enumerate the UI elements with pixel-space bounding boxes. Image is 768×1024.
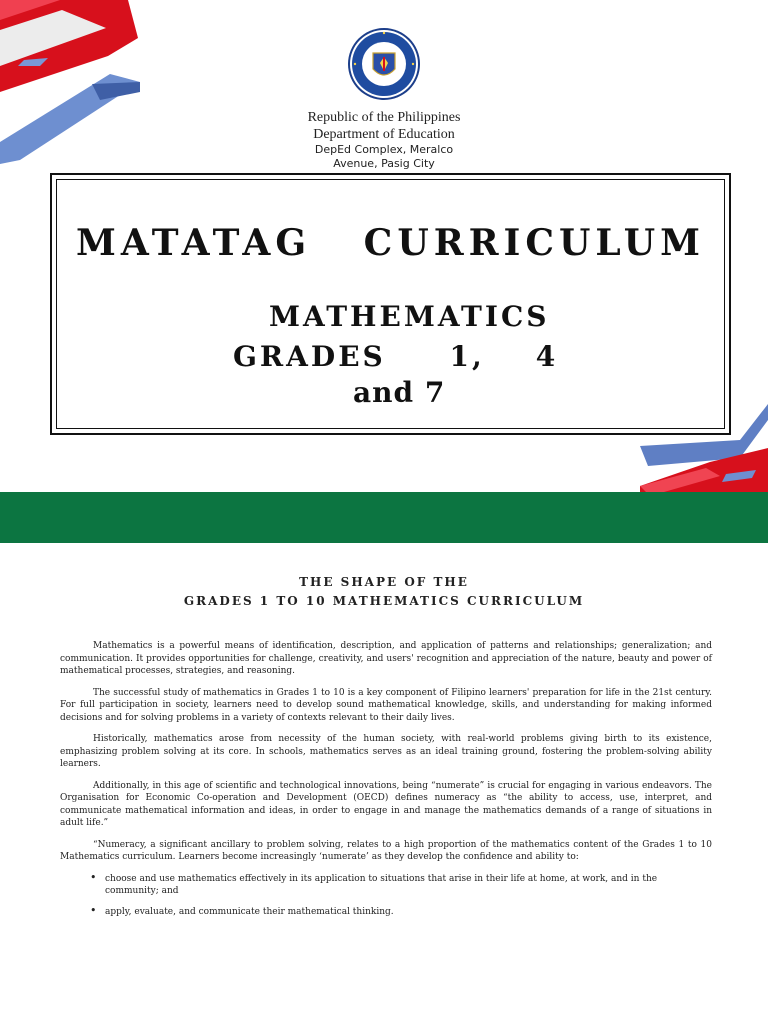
- section-heading-line2: GRADES 1 TO 10 MATHEMATICS CURRICULUM: [183, 594, 585, 608]
- title-box: [50, 173, 731, 435]
- section-heading-line1: THE SHAPE OF THE: [299, 575, 469, 589]
- grades-and-seven: and 7: [353, 376, 446, 409]
- agency-address-line1: DepEd Complex, Meralco: [314, 143, 454, 156]
- paragraph: Historically, mathematics arose from necessity of the human society, with real-world problems giving birth to its existence, emphasizing problem solving at its core. In schools, mathematics serves as an ideal training ground, fostering the problem-solving ability learners.: [60, 734, 712, 769]
- agency-department: Department of Education: [313, 127, 455, 142]
- list-item: [90, 870, 712, 897]
- agency-block: [234, 109, 534, 171]
- paragraph: Additionally, in this age of scientific and technological innovations, being “numerate” is crucial for engaging in various endeavors. The Organisation for Economic Co-operation and Development (OECD) defines numeracy as “the ability to access, use, interpret, and communicate mathematical information and ideas, in order to engage in and manage the mathematics demands of a range of situations in adult life.”: [60, 780, 712, 828]
- paragraph: “Numeracy, a significant ancillary to problem solving, relates to a high proportion of the mathematics content of the Grades 1 to 10 Mathematics curriculum. Learners become increasingly ‘numerate’ as they develop the confidence and ability to:: [60, 839, 712, 862]
- green-band: [0, 492, 768, 543]
- paragraph: Mathematics is a powerful means of identification, description, and application of patterns and relationships; generalization; and communication. It provides opportunities for challenge, creativity, and users' recognition and appreciation of the nature, beauty and power of mathematical processes, strategies, and reasoning.: [60, 641, 712, 676]
- body-text: [60, 640, 712, 927]
- title-box-inner: [56, 179, 725, 429]
- bullet-icon: •: [90, 870, 97, 884]
- bullet-list: [60, 870, 712, 918]
- section-heading: [0, 573, 768, 611]
- grades-title: GRADES 1, 4: [233, 340, 559, 373]
- main-title: MATATAG CURRICULUM: [75, 222, 706, 264]
- subject-title: MATHEMATICS: [269, 300, 550, 333]
- agency-republic: Republic of the Philippines: [307, 110, 461, 125]
- list-item: [90, 903, 712, 918]
- bullet-icon: •: [90, 903, 97, 917]
- list-item-text: apply, evaluate, and communicate their mathematical thinking.: [105, 906, 394, 917]
- agency-address-line2: Avenue, Pasig City: [333, 157, 435, 170]
- paragraph: The successful study of mathematics in Grades 1 to 10 is a key component of Filipino learners' preparation for life in the 21st century. For full participation in society, learners need to develop sound mathematical knowledge, skills, and understanding for making informed decisions and for solving problems in a variety of contexts relevant to their daily lives.: [60, 687, 712, 723]
- deped-seal-icon: [347, 27, 421, 101]
- list-item-text: choose and use mathematics effectively in its application to situations that arise in their life at home, at work, and in the community; and: [105, 873, 658, 896]
